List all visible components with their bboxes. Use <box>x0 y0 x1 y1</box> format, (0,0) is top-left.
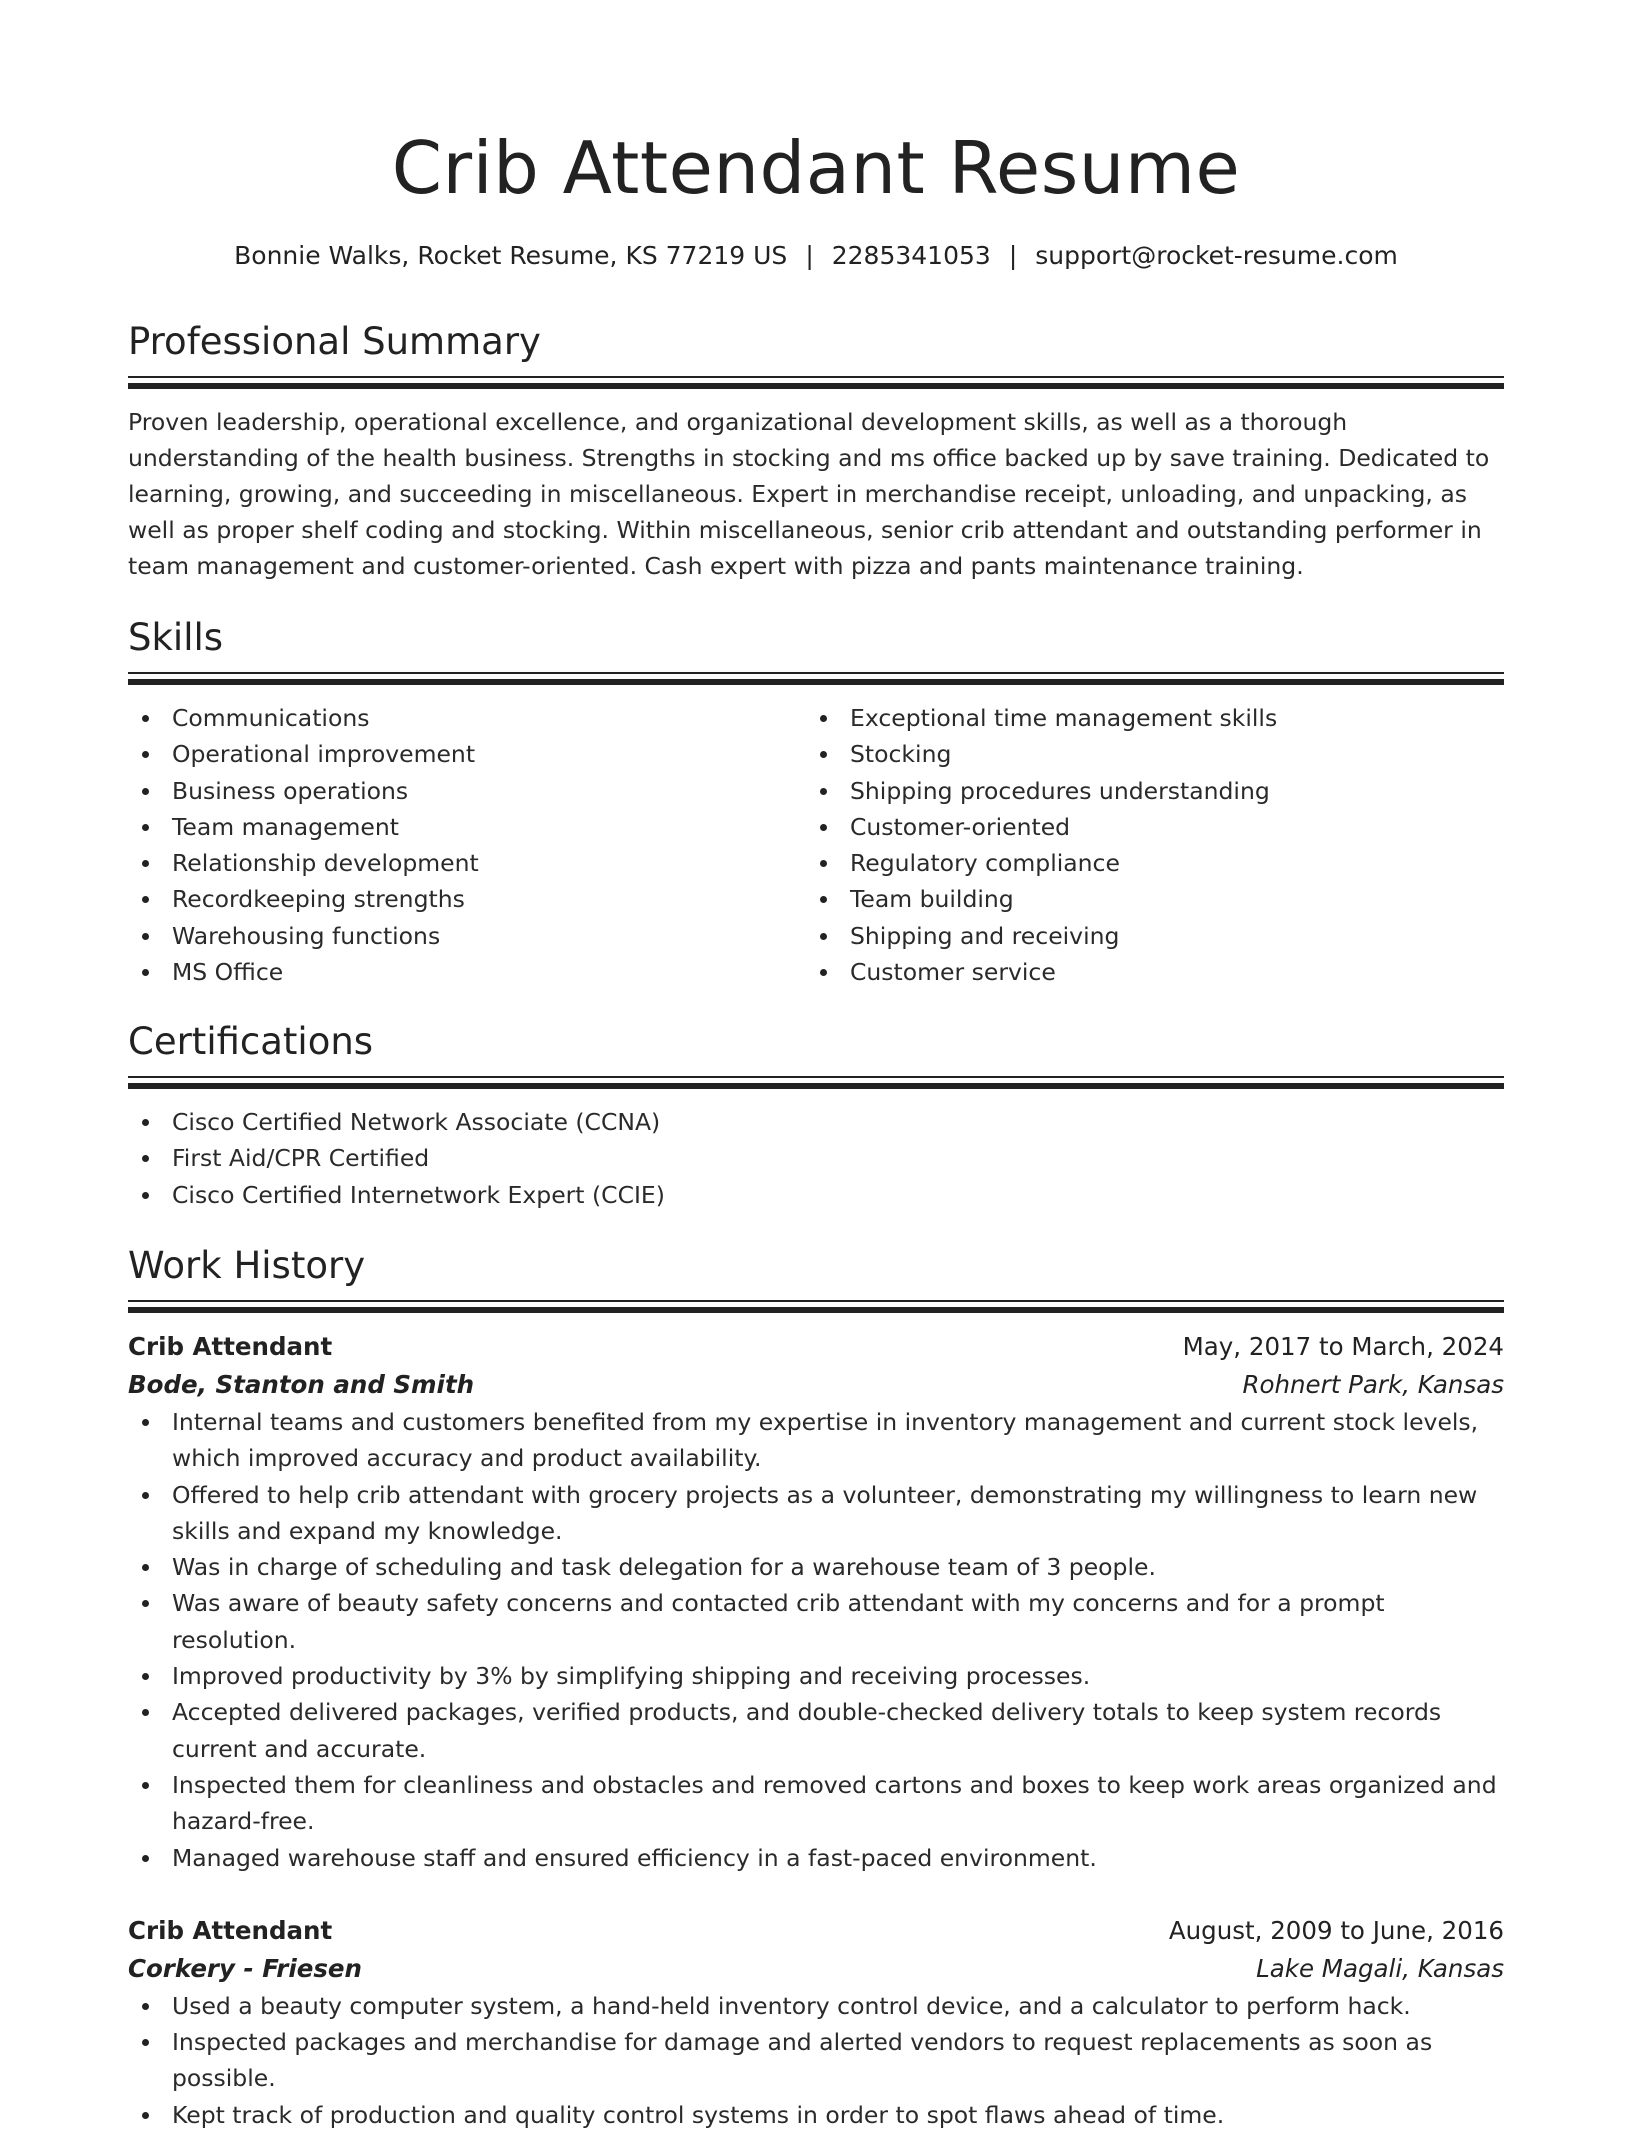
job-duty-item: Improved productivity by 3% by simplifying shipping and receiving processes. <box>128 1658 1504 1694</box>
work-history-heading: Work History <box>128 1244 366 1287</box>
skill-item: Warehousing functions <box>128 918 806 954</box>
job-company: Bode, Stanton and Smith <box>128 1370 475 1399</box>
section-divider <box>128 1300 1504 1314</box>
skill-item: Relationship development <box>128 845 806 881</box>
resume-title: Crib Attendant Resume <box>391 126 1241 210</box>
job-entry <box>128 1912 1504 2133</box>
job-duty-item: Kept track of production and quality control systems in order to spot flaws ahead of time. <box>128 2097 1504 2133</box>
skill-item: Team building <box>806 881 1484 917</box>
job-duty-item: Inspected them for cleanliness and obstacles and removed cartons and boxes to keep work areas organized and hazard-free. <box>128 1767 1504 1840</box>
summary-heading: Professional Summary <box>128 320 541 363</box>
skill-item: Customer-oriented <box>806 809 1484 845</box>
jobs-list <box>128 1328 1504 2133</box>
skill-item: Communications <box>128 700 806 736</box>
skill-item: Operational improvement <box>128 736 806 772</box>
contact-email[interactable]: support@rocket-resume.com <box>1035 241 1398 270</box>
work-history-section <box>128 1242 1504 2133</box>
job-duty-item: Accepted delivered packages, verified products, and double-checked delivery totals to keep system records current and accurate. <box>128 1694 1504 1767</box>
job-duties-list <box>128 1988 1504 2133</box>
job-entry <box>128 1328 1504 1876</box>
skill-item: Shipping and receiving <box>806 918 1484 954</box>
section-divider <box>128 376 1504 390</box>
job-duty-item: Was in charge of scheduling and task delegation for a warehouse team of 3 people. <box>128 1549 1504 1585</box>
skills-section <box>128 614 1504 990</box>
skill-item: Business operations <box>128 773 806 809</box>
job-duty-item: Inspected packages and merchandise for damage and alerted vendors to request replacements as soon as possible. <box>128 2024 1504 2097</box>
job-duty-item: Offered to help crib attendant with grocery projects as a volunteer, demonstrating my willingness to learn new skills and expand my knowledge. <box>128 1477 1504 1550</box>
job-dates: May, 2017 to March, 2024 <box>1182 1332 1504 1361</box>
job-duty-item: Managed warehouse staff and ensured efficiency in a fast-paced environment. <box>128 1840 1504 1876</box>
certifications-heading: Certifications <box>128 1020 374 1063</box>
contact-separator: | <box>805 241 814 270</box>
contact-phone: 2285341053 <box>831 241 991 270</box>
skill-item: Team management <box>128 809 806 845</box>
job-location: Rohnert Park, Kansas <box>1242 1370 1504 1399</box>
skill-item: MS Office <box>128 954 806 990</box>
skills-list-right <box>806 700 1484 990</box>
job-header-row <box>128 1912 1504 1950</box>
skill-item: Customer service <box>806 954 1484 990</box>
job-duty-item: Used a beauty computer system, a hand-held inventory control device, and a calculator to perform hack. <box>128 1988 1504 2024</box>
certification-item: Cisco Certified Internetwork Expert (CCIE) <box>128 1177 1504 1213</box>
skills-list-left <box>128 700 806 990</box>
contact-line <box>128 238 1504 274</box>
certifications-section <box>128 1018 1504 1213</box>
summary-text: Proven leadership, operational excellence, and organizational development skills, as well as a thorough understanding of the health business. Strengths in stocking and ms office backed up by save training. Dedicated to learning, growing, and succeeding in miscellaneous. Expert in merchandise receipt, unloading, and unpacking, as well as proper shelf coding and stocking. Within miscellaneous, senior crib attendant and outstanding performer in team management and customer-oriented. Cash expert with pizza and pants maintenance training. <box>128 408 1490 580</box>
skill-item: Recordkeeping strengths <box>128 881 806 917</box>
certifications-list <box>128 1104 1504 1213</box>
job-duties-list <box>128 1404 1504 1876</box>
skill-item: Stocking <box>806 736 1484 772</box>
skill-item: Regulatory compliance <box>806 845 1484 881</box>
skills-heading: Skills <box>128 616 224 659</box>
section-divider <box>128 672 1504 686</box>
summary-section <box>128 318 1504 584</box>
section-divider <box>128 1076 1504 1090</box>
job-duty-item: Internal teams and customers benefited from my expertise in inventory management and current stock levels, which improved accuracy and product availability. <box>128 1404 1504 1477</box>
job-title: Crib Attendant <box>128 1915 333 1945</box>
job-header-row <box>128 1328 1504 1366</box>
job-location: Lake Magali, Kansas <box>1256 1953 1504 1983</box>
job-duty-item: Was aware of beauty safety concerns and contacted crib attendant with my concerns and for a prompt resolution. <box>128 1585 1504 1658</box>
skill-item: Shipping procedures understanding <box>806 773 1484 809</box>
contact-separator: | <box>1008 241 1018 270</box>
contact-address: Bonnie Walks, Rocket Resume, KS 77219 US <box>234 241 788 270</box>
skill-item: Exceptional time management skills <box>806 700 1484 736</box>
job-title: Crib Attendant <box>128 1332 333 1361</box>
certification-item: First Aid/CPR Certified <box>128 1140 1504 1176</box>
job-company-row <box>128 1950 1504 1988</box>
job-company-row <box>128 1366 1504 1404</box>
job-company: Corkery - Friesen <box>128 1953 362 1983</box>
job-dates: August, 2009 to June, 2016 <box>1168 1915 1504 1945</box>
certification-item: Cisco Certified Network Associate (CCNA) <box>128 1104 1504 1140</box>
skills-columns <box>128 700 1504 990</box>
